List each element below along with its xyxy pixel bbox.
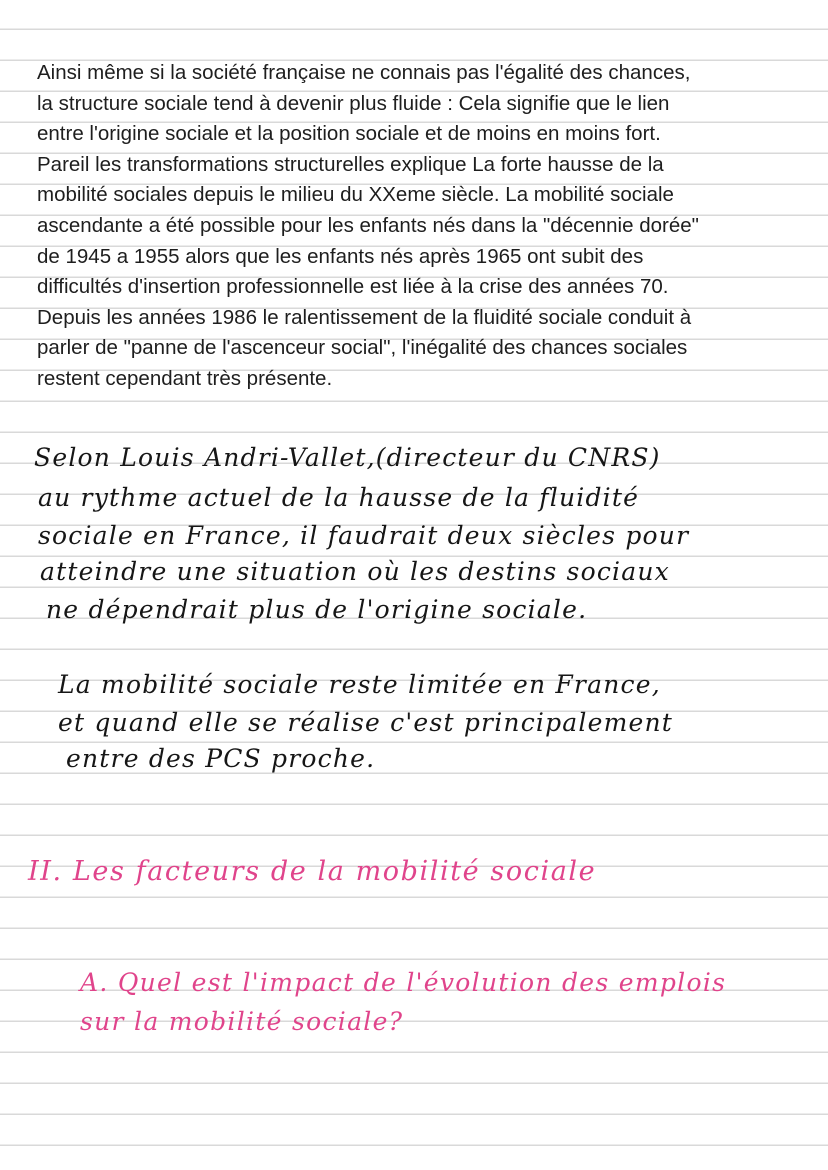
typed-paragraph <box>37 58 797 395</box>
typed-line: restent cependant très présente. <box>37 366 333 390</box>
typed-line: Depuis les années 1986 le ralentissement de la fluidité sociale conduit à <box>37 305 692 329</box>
typed-line: Pareil les transformations structurelles explique La forte hausse de la <box>37 152 664 176</box>
handwritten-line: Selon Louis Andri-Vallet,(directeur du CNRS) <box>34 443 661 472</box>
section-heading: II. Les facteurs de la mobilité sociale <box>28 856 597 887</box>
handwritten-line: et quand elle se réalise c'est principalement <box>58 708 674 737</box>
typed-line: de 1945 a 1955 alors que les enfants nés après 1965 ont subit des <box>37 244 644 268</box>
subsection-heading-line: A. Quel est l'impact de l'évolution des emplois <box>80 968 727 997</box>
handwritten-line: sociale en France, il faudrait deux siècles pour <box>38 521 690 550</box>
typed-line: entre l'origine sociale et la position sociale et de moins en moins fort. <box>37 122 661 146</box>
typed-line: difficultés d'insertion professionnelle est liée à la crise des années 70. <box>37 275 669 299</box>
handwritten-line: entre des PCS proche. <box>66 744 376 773</box>
typed-line: la structure sociale tend à devenir plus fluide : Cela signifie que le lien <box>37 91 670 115</box>
typed-line: ascendante a été possible pour les enfants nés dans la "décennie dorée" <box>37 213 699 237</box>
typed-line: Ainsi même si la société française ne connais pas l'égalité des chances, <box>37 61 691 84</box>
handwritten-line: au rythme actuel de la hausse de la fluidité <box>38 483 640 512</box>
typed-line: mobilité sociales depuis le milieu du XXeme siècle. La mobilité sociale <box>37 183 674 207</box>
subsection-heading-line: sur la mobilité sociale? <box>80 1007 404 1036</box>
typed-line: parler de "panne de l'ascenceur social", l'inégalité des chances sociales <box>37 336 688 360</box>
handwritten-line: ne dépendrait plus de l'origine sociale. <box>46 595 588 624</box>
handwritten-line: atteindre une situation où les destins sociaux <box>40 557 670 586</box>
handwritten-line: La mobilité sociale reste limitée en France, <box>58 670 661 699</box>
